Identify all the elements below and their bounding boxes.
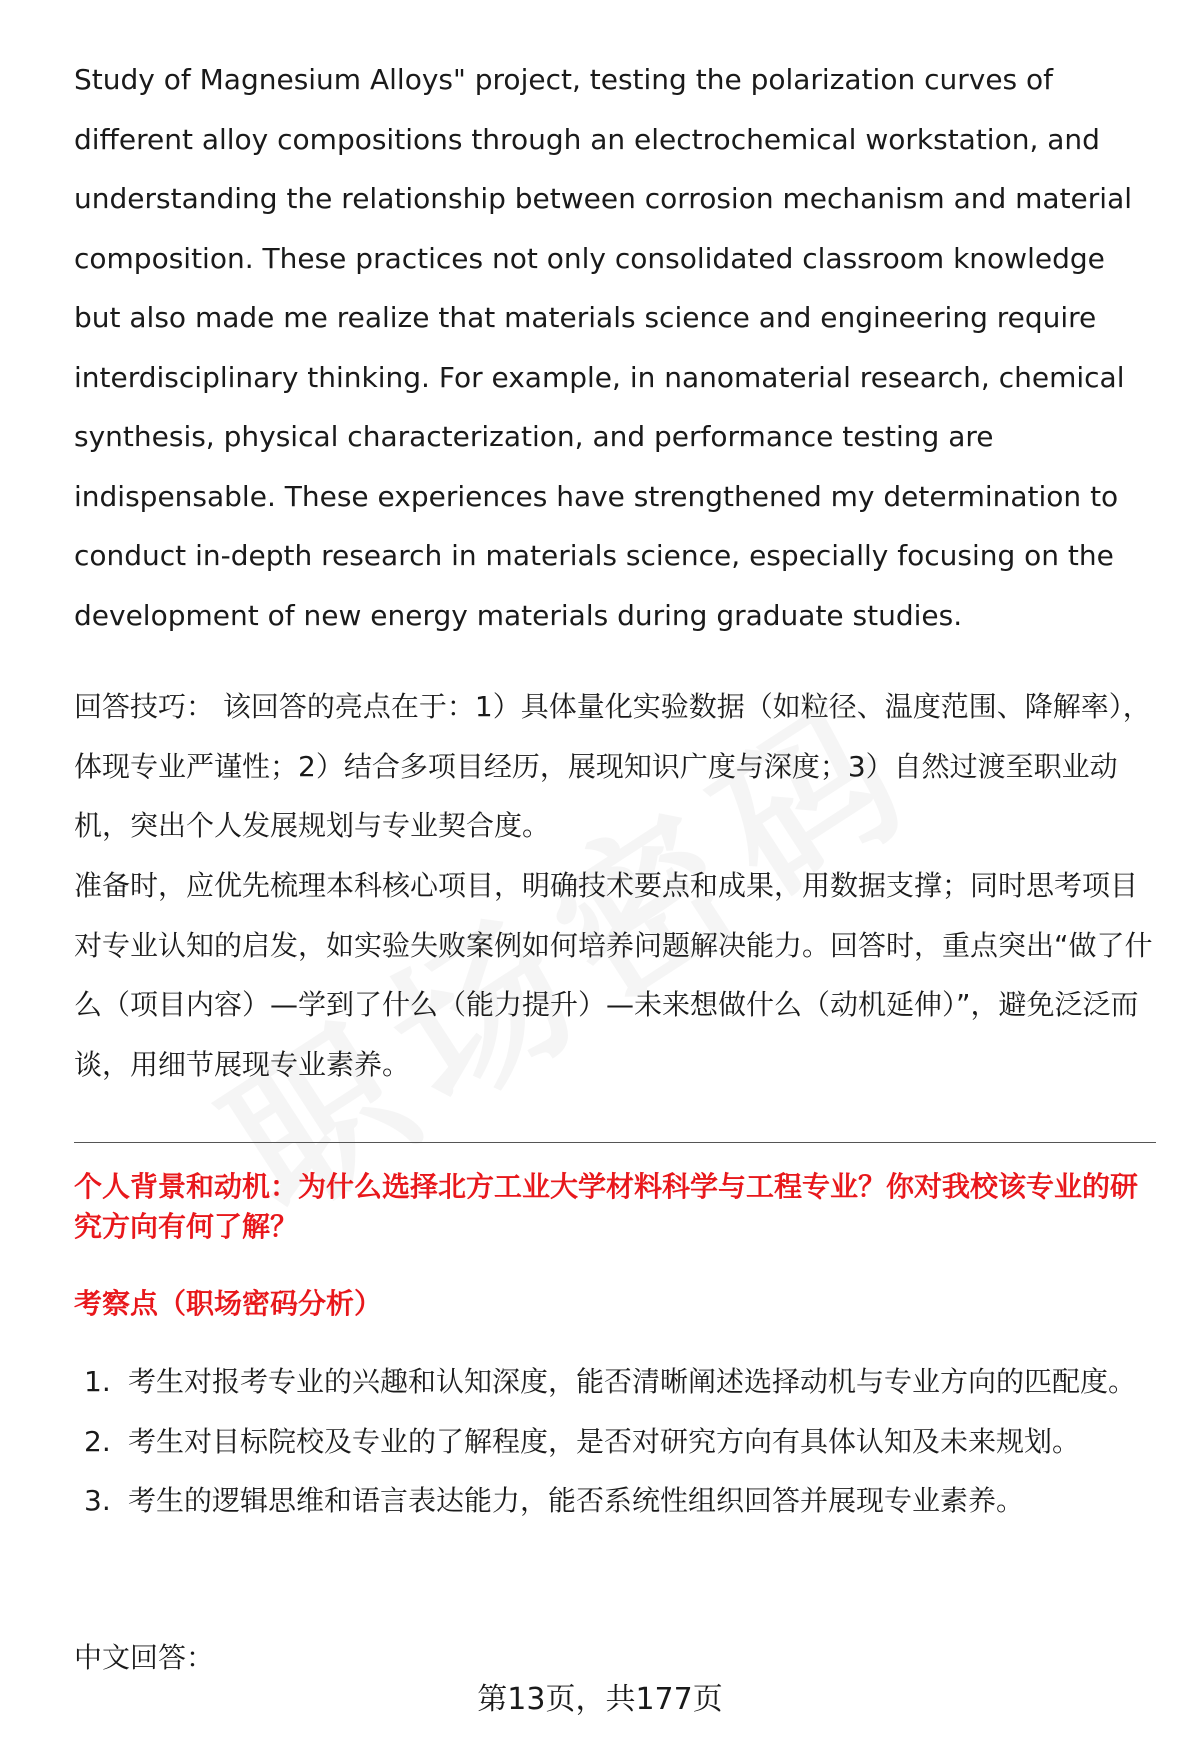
- preparation-paragraph: 准备时，应优先梳理本科核心项目，明确技术要点和成果，用数据支撑；同时思考项目对专业认知的启发，如实验失败案例如何培养问题解决能力。回答时，重点突出“做了什么（项目内容）—学到了什么（能力提升）—未来想做什么（动机延伸）”，避免泛泛而谈，用细节展现专业素养。: [74, 869, 1153, 1081]
- list-item-text: 考生对报考专业的兴趣和认知深度，能否清晰阐述选择动机与专业方向的匹配度。: [128, 1365, 1137, 1398]
- english-answer-paragraph: Study of Magnesium Alloys" project, testing the polarization curves of different alloy compositions through an electrochemical workstation, and understanding the relationship between corrosion mechanism and material composition. These practices not only consolidated classroom knowledge but also made me realize that materials science and engineering require interdisciplinary thinking. For example, in nanomaterial research, chemical synthesis, physical characterization, and performance testing are indispensable. These experiences have strengthened my determination to conduct in-depth research in materials science, especially focusing on the development of new energy materials during graduate studies.: [74, 63, 1133, 632]
- list-item-number: 1.: [84, 1365, 111, 1398]
- question-heading: 个人背景和动机：为什么选择北方工业大学材料科学与工程专业？你对我校该专业的研究方向有何了解？: [74, 1170, 1139, 1243]
- answer-tips-paragraph: 回答技巧： 该回答的亮点在于：1）具体量化实验数据（如粒径、温度范围、降解率），体现专业严谨性；2）结合多项目经历，展现知识广度与深度；3）自然过渡至职业动机，突出个人发展规划与专业契合度。: [74, 690, 1151, 842]
- list-item: [74, 1412, 1156, 1472]
- assessment-points-list: [74, 1352, 1156, 1531]
- list-item-text: 考生对目标院校及专业的了解程度，是否对研究方向有具体认知及未来规划。: [128, 1424, 1081, 1458]
- page-number-footer: 第13页，共177页: [477, 1682, 723, 1717]
- list-item-text: 考生的逻辑思维和语言表达能力，能否系统性组织回答并展现专业素养。: [128, 1484, 1025, 1517]
- list-item: [74, 1471, 1156, 1531]
- list-item: [74, 1352, 1156, 1412]
- list-item-number: 3.: [84, 1484, 111, 1517]
- assessment-points-heading: 考察点（职场密码分析）: [74, 1287, 383, 1320]
- section-divider: [74, 1142, 1156, 1143]
- list-item-number: 2.: [84, 1424, 111, 1458]
- chinese-answer-label: 中文回答：: [74, 1641, 215, 1674]
